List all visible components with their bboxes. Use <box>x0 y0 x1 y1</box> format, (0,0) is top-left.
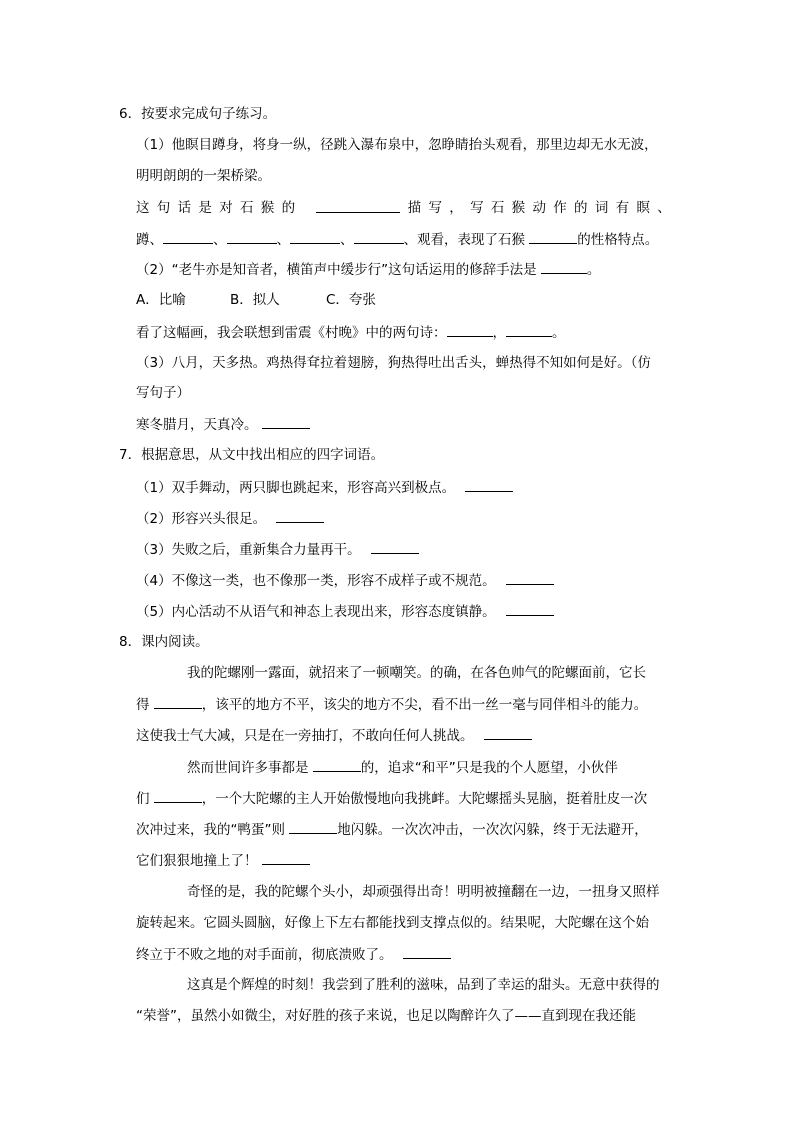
q8-para1-line2: 得 ，该平的地方不平，该尖的地方不尖，看不出一丝一毫与同伴相斗的能力。 <box>136 694 647 715</box>
q8-para3-line1: 奇怪的是，我的陀螺个头小，却顽强得出奇！明明被撞翻在一边，一扭身又照样 <box>187 884 660 900</box>
q8-para2-line4: 它们狠狠地撞上了！ <box>136 850 310 871</box>
q8-para3-line2: 旋转起来。它圆头圆脑，好像上下左右都能找到支撑点似的。结果呢，大陀螺在这个始 <box>136 915 649 931</box>
answer-blank[interactable] <box>371 539 419 554</box>
q8-title: 8．课内阅读。 <box>119 634 209 650</box>
answer-blank[interactable] <box>529 229 577 244</box>
q6-part3-line2: 写句子） <box>136 385 190 401</box>
answer-blank[interactable] <box>506 570 554 585</box>
answer-blank[interactable] <box>262 850 310 865</box>
q6-part1-line1: （1）他瞑目蹲身，将身一纵，径跳入瀑布泉中，忽睁睛抬头观看，那里边却无水无波， <box>136 137 658 153</box>
q8-para2-line2: 们 ，一个大陀螺的主人开始傲慢地向我挑衅。大陀螺摇头晃脑，挺着肚皮一次 <box>136 788 647 809</box>
q7-item: （2）形容兴头很足。 <box>136 508 324 529</box>
answer-blank[interactable] <box>154 694 202 709</box>
answer-blank[interactable] <box>163 229 213 244</box>
q6-part2-line: （2）“老牛亦是知音者，横笛声中缓步行”这句话运用的修辞手法是 。 <box>136 259 600 280</box>
q6-part2-follow: 看了这幅画，我会联想到雷震《村晚》中的两句诗： ， 。 <box>136 322 566 343</box>
q6-part1-line2: 明明朗朗的一架桥梁。 <box>136 168 271 184</box>
answer-blank[interactable] <box>316 198 400 213</box>
q8-para1-line3: 这使我士气大减，只是在一旁抽打，不敢向任何人挑战。 <box>136 725 532 746</box>
answer-blank[interactable] <box>262 414 310 429</box>
q8-para2-line1: 然而世间许多事都是 的，追求“和平”只是我的个人愿望，小伙伴 <box>187 757 618 778</box>
q8-para1-line1: 我的陀螺刚一露面，就招来了一顿嘲笑。的确，在各色帅气的陀螺面前，它长 <box>187 665 646 681</box>
q6-part1-line4: 蹲、 、 、 、 、观看，表现了石猴 的性格特点。 <box>136 229 658 250</box>
q6-title: 6．按要求完成句子练习。 <box>119 106 277 122</box>
q8-para3-line3: 终立于不败之地的对手面前，彻底溃败了。 <box>136 944 451 965</box>
q7-item: （4）不像这一类，也不像那一类，形容不成样子或不规范。 <box>136 570 554 591</box>
answer-blank[interactable] <box>154 788 202 803</box>
answer-blank[interactable] <box>541 259 587 274</box>
answer-blank[interactable] <box>354 229 404 244</box>
q7-item: （3）失败之后，重新集合力量再干。 <box>136 539 419 560</box>
answer-blank[interactable] <box>465 477 513 492</box>
answer-blank[interactable] <box>447 322 493 337</box>
answer-blank[interactable] <box>227 229 277 244</box>
answer-blank[interactable] <box>276 508 324 523</box>
q6-option-c[interactable]: C．夸张 <box>326 292 376 308</box>
q8-para2-line3: 次冲过来，我的“鸭蛋”则 地闪躲。一次次冲击，一次次闪躲，终于无法避开， <box>136 819 648 840</box>
q8-para4-line2: “荣誉”，虽然小如微尘，对好胜的孩子来说，也足以陶醉许久了——直到现在我还能 <box>136 1008 636 1024</box>
q7-title: 7．根据意思，从文中找出相应的四字词语。 <box>119 447 385 463</box>
answer-blank[interactable] <box>484 725 532 740</box>
q8-para4-line1: 这真是个辉煌的时刻！我尝到了胜利的滋味，品到了幸运的甜头。无意中获得的 <box>187 977 660 993</box>
q6-part3-line3: 寒冬腊月，天真冷。 <box>136 414 310 435</box>
q6-option-a[interactable]: A．比喻 <box>136 292 186 308</box>
answer-blank[interactable] <box>313 757 361 772</box>
answer-blank[interactable] <box>506 601 554 616</box>
q6-part3-line1: （3）八月，天多热。鸡热得耷拉着翅膀，狗热得吐出舌头，蝉热得不知如何是好。（仿 <box>136 355 651 371</box>
q6-part1-line3: 这 句 话 是 对 石 猴 的 描 写 ， 写 石 猴 动 作 的 词 有 瞑 、 <box>136 200 671 216</box>
answer-blank[interactable] <box>290 229 340 244</box>
q7-item: （1）双手舞动，两只脚也跳起来，形容高兴到极点。 <box>136 477 513 498</box>
answer-blank[interactable] <box>403 944 451 959</box>
q7-item: （5）内心活动不从语气和神态上表现出来，形容态度镇静。 <box>136 601 554 622</box>
q6-option-b[interactable]: B．拟人 <box>230 292 280 308</box>
answer-blank[interactable] <box>506 322 552 337</box>
answer-blank[interactable] <box>289 819 337 834</box>
